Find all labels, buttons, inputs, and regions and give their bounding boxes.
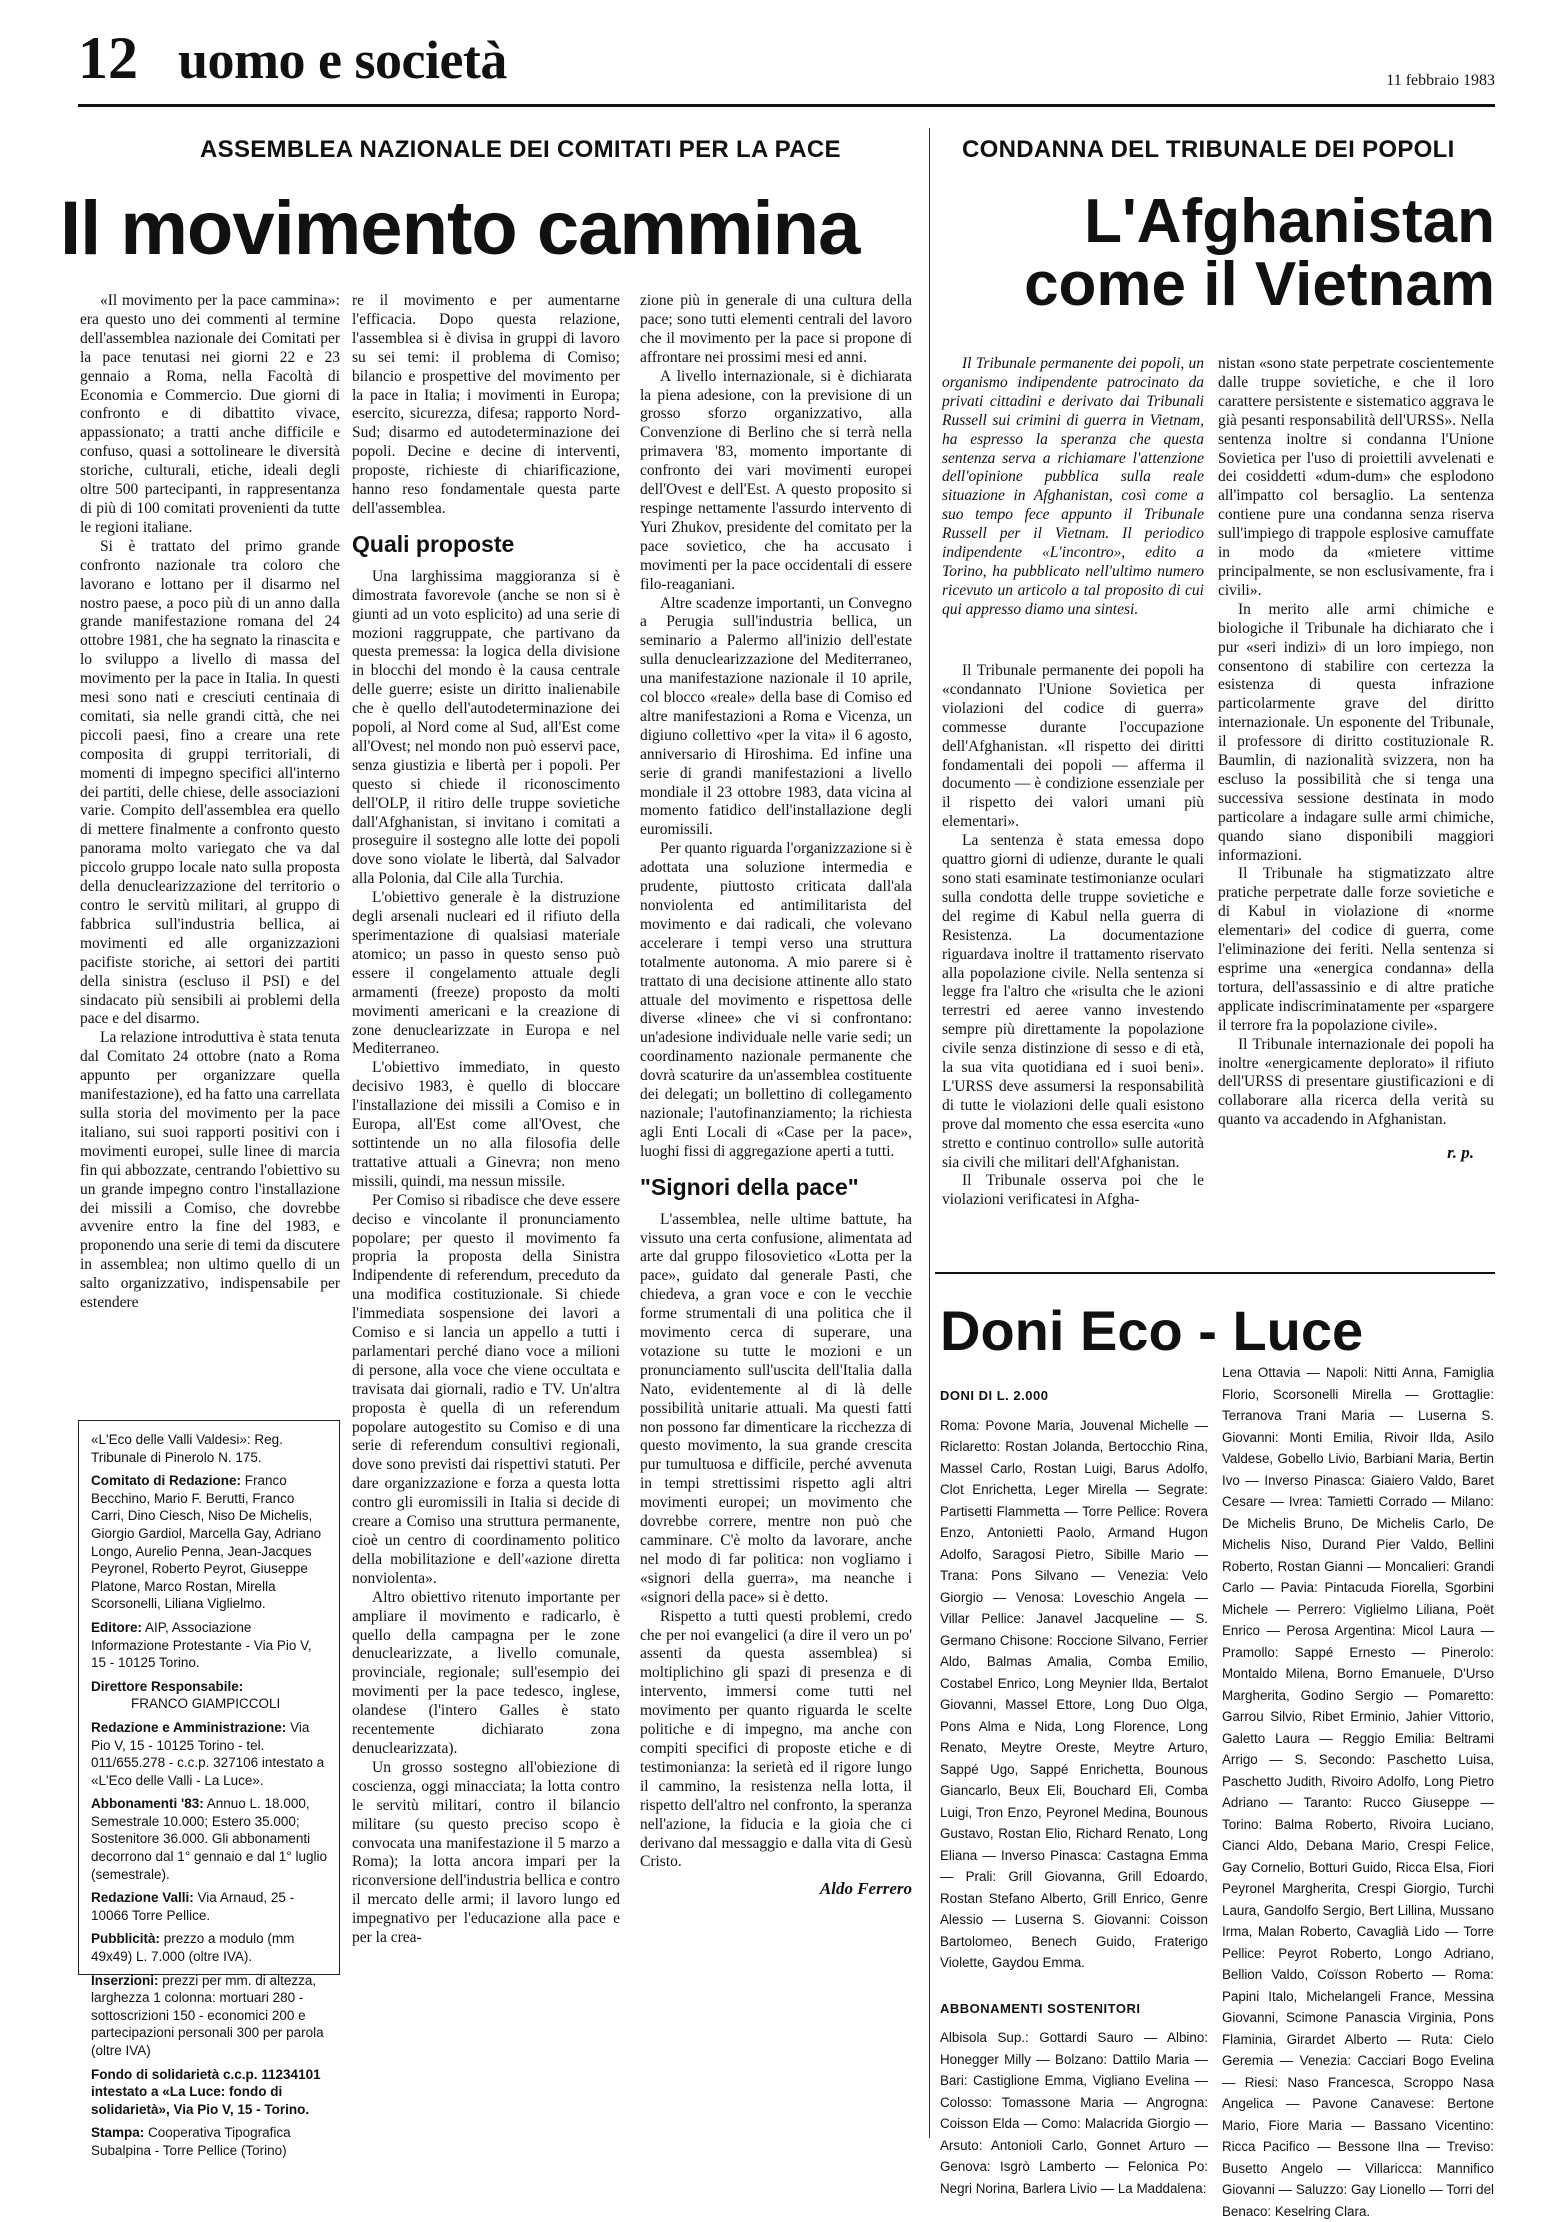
label: Comitato di Redazione: xyxy=(91,1473,242,1489)
doni-col-1 xyxy=(940,1385,1208,2199)
paragraph: re il movimento e per aumentarne l'efficacia. Dopo questa relazione, l'assemblea si è divisa in gruppi di lavoro su sei temi: il problema di Comiso; bilancio e prospettive del movimento per la pace in Italia; i movimenti in Europa; esercito, sicurezza, difesa; rapporto Nord-Sud; disarmo ed autodeterminazione dei popoli. Decine e decine di interventi, proposte, richieste di chiarificazione, hanno reso fondamentale questa parte dell'assemblea. xyxy=(352,292,620,517)
right-intro xyxy=(942,355,1204,620)
right-col-1 xyxy=(942,662,1204,1210)
paragraph: Il Tribunale permanente dei popoli ha «condannato l'Unione Sovietica per violazioni del codice di guerra» commesse durante l'occupazione dell'Afghanistan. «Il rispetto dei diritti fondamentali dei popoli — afferma il documento — è condizione essenziale per il rispetto dei valori umani più elementari». xyxy=(942,662,1204,831)
label: Direttore Responsabile: xyxy=(91,1678,244,1694)
donor-list: Albisola Sup.: Gottardi Sauro — Albino: Honegger Milly — Bolzano: Dattilo Maria — Bari: Castiglione Emma, Vigliano Evelina — Colosso: Tomassone Maria — Angrogna: Coisson Elda — Como: Malacrida Giorgio — Arsuto: Antonioli Carlo, Gonnet Arturo — Genova: Isgrò Lamberto — Felonica Po: Negri Norina, Barlera Livio — La Maddalena: xyxy=(940,2030,1208,2196)
paragraph: Per Comiso si ribadisce che deve essere deciso e vincolante il pronunciamento popolare; per questo il movimento fa propria la proposta della Sinistra Indipendente di referendum, preceduto da una modifica costituzionale. Si chiede l'immediata sospensione dei lavori a Comiso e si lancia un appello a tutti i parlamentari perché diano voce a milioni di persone, alla voce che viene occultata e travisata dai giornali, radio e TV. Un'altra proposta è quella di un referendum popolare autogestito su Comiso e di una serie di referendum consultivi regionali, dove sono previsti dai rispettivi statuti. Per dare organizzazione e forza a questa lotta contro gli euromissili in Italia si decide di creare a Comiso una struttura permanente, cioè un centro di coordinamento politico della mobilitazione e dell'«azione diretta nonviolenta». xyxy=(352,1191,620,1587)
doni-col-2 xyxy=(1222,1362,1494,2222)
headline-line: come il Vietnam xyxy=(1024,250,1495,320)
paragraph: La relazione introduttiva è stata tenuta dal Comitato 24 ottobre (nato a Roma appunto per organizzare quella manifestazione), ed ha fatto una carrellata sulla storia del movimento per la pace italiano, sui suoi rapporti positivi con i movimenti europei, sulle linee di marcia fin qui abbozzate, centrando l'obiettivo su un grande impegno contro l'installazione dei missili a Comiso, che dovrebbe avvenire entro la fine del 1983, e proponendo una serie di temi da discutere in assemblea; non ultimo quello di un salto organizzativo, indispensabile per estendere xyxy=(80,1029,340,1312)
donor-list: Lena Ottavia — Napoli: Nitti Anna, Famiglia Florio, Scorsonelli Mirella — Grottaglie: Terranova Trani Maria — Luserna S. Giovanni: Monti Emilia, Rivoir Ilda, Asilo Valdese, Gobello Livio, Barbiani Maria, Bertin Ivo — Inverso Pinasca: Giaiero Valdo, Baret Cesare — Ivrea: Tamietti Corrado — Milano: De Michelis Bruno, De Michelis Carlo, De Michelis Niso, Durand Pier Valdo, Bellini Roberto, Rostan Gianni — Moncalieri: Grandi Carlo — Pavia: Pintacuda Fiorella, Sgorbini Michele — Perrero: Viglielmo Liliana, Poët Enrico — Perosa Argentina: Micol Laura — Pramollo: Sappé Ernesto — Pinerolo: Montaldo Milena, Borno Emanuele, D'Urso Margherita, Godino Sergio — Pomaretto: Garrou Silvio, Ribet Erminio, Jahier Vittorio, Galetto Laura — Reggio Emilia: Beltrami Arrigo — S. Secondo: Paschetto Luisa, Paschetto Judith, Rivoiro Adolfo, Long Pietro Adriano — Taranto: Rucco Giuseppe — Torino: Balma Roberto, Rivoira Luciano, Cianci Aldo, Debana Mario, Crespi Felice, Gay Cornelio, Botturi Guido, Ricca Elsa, Fiori Peyronel Margherita, Crespi Giorgio, Turchi Laura, Gandolfo Sergio, Bert Lillina, Mussano Irma, Malan Roberto, Cavaglià Lido — Torre Pellice: Peyrot Roberto, Longo Adriano, Bellion Valdo, Coïsson Roberto — Roma: Papini Italo, Michelangeli France, Messina Giovanni, Scimone Panascia Virginia, Pons Flaminia, Girardet Alberto — Ruta: Cielo Geremia — Venezia: Cacciari Bogo Evelina — Riesi: Naso Francesca, Scroppo Nasa Angelica — Pavone Canavese: Bertone Mario, Fiore Maria — Bassano Vicentino: Ricca Pacifico — Bessone Ilna — Treviso: Busetto Angelo — Villaricca: Mannifico Giovanni — Saluzzo: Gay Lionello — Torri del Benaco: Keselring Clara. xyxy=(1222,1365,1494,2219)
subheading: "Signori della pace" xyxy=(640,1173,859,1200)
direttore-text: FRANCO GIAMPICCOLI xyxy=(131,1696,281,1712)
signature: Aldo Ferrero xyxy=(819,1879,912,1899)
section-title: uomo e società xyxy=(178,30,507,90)
label: Inserzioni: xyxy=(91,1972,159,1988)
left-headline: Il movimento cammina xyxy=(60,186,860,271)
pubblicita-text: prezzo a modulo (mm 49x49) L. 7.000 (oltre IVA). xyxy=(91,1931,295,1965)
stampa-text: Cooperativa Tipografica Subalpina - Torre Pellice (Torino) xyxy=(91,2125,291,2158)
label: Editore: xyxy=(91,1619,143,1635)
label: Pubblicità: xyxy=(91,1931,161,1947)
paragraph: Per quanto riguarda l'organizzazione si è adottata una soluzione intermedia e prudente, piuttosto criticata dall'ala nonviolenta ed antimilitarista del movimento e dai radicali, che volevano accelerare i tempi verso una struttura totalmente autonoma. A mio parere si è trattato di una decisione attinente allo stato attuale del movimento e rispettosa delle diverse «linee» che vi si confrontano: un'adesione individuale nelle varie sedi; un coordinamento nazionale permanente che dovrà scaturire da un'assemblea costituente dei delegati; un bollettino di collegamento nazionale; l'autofinanziamento; la richiesta agli Enti Locali di «Case per la pace», luoghi fissi di aggregazione aperti a tutti. xyxy=(640,840,912,1160)
abbonamenti-text: Annuo L. 18.000, Semestrale 10.000; Estero 35.000; Sostenitore 36.000. Gli abbonamenti decorrono dal 1° gennaio e dal 1° luglio (semestrale). xyxy=(91,1796,327,1882)
subheading: Quali proposte xyxy=(352,530,515,557)
inserzioni-text: prezzi per mm. di altezza, larghezza 1 colonna: mortuari 280 - sottoscrizioni 150 - economici 200 e partecipazioni personali 300 per parola (oltre IVA) xyxy=(91,1972,324,2058)
paragraph: Il Tribunale permanente dei popoli, un organismo indipendente patrocinato da privati cittadini e derivato dai Tribunali Russell sui crimini di guerra in Vietnam, ha espresso la speranza che questa sentenza serva a richiamare l'attenzione dell'opinione pubblica sulla reale situazione in Afghanistan, così come a suo tempo fece appunto il Tribunale Russell per il Vietnam. Il periodico indipendente «L'incontro», edito a Torino, ha pubblicato nell'ultimo numero ricevuto un articolo a tal proposito di cui qui appresso diamo una sintesi. xyxy=(942,355,1204,618)
label: Redazione e Amministrazione: xyxy=(91,1719,287,1735)
label: Abbonamenti '83: xyxy=(91,1796,204,1812)
paragraph: Altro obiettivo ritenuto importante per ampliare il movimento e radicarlo, è quello della campagna per le zone denuclearizzate, a livello comunale, provinciale, regionale; sull'esempio dei movimenti per la pace tedesco, inglese, olandese (l'intero Galles è stato recentemente dichiarato zona denuclearizzata). xyxy=(352,1588,620,1757)
page-number: 12 xyxy=(78,25,138,91)
paragraph: Il Tribunale osserva poi che le violazioni verificatesi in Afgha- xyxy=(942,1172,1204,1209)
right-col-2 xyxy=(1218,355,1494,1163)
paragraph: Altre scadenze importanti, un Convegno a Perugia sull'industria bellica, un seminario a Palermo all'inizio dell'estate sulla denuclearizzazione del Mediterraneo, una manifestazione nazionale il 10 aprile, col blocco «reale» della base di Comiso ed altre manifestazioni a Roma e Vicenza, un digiuno collettivo «per la vita» il 6 agosto, anniversario di Hiroshima. Ed infine una serie di grandi manifestazioni a livello mondiale il 23 ottobre 1983, data vicina al momento fatidico dell'installazione degli euromissili. xyxy=(640,594,912,839)
editore-text: AIP, Associazione Informazione Protestante - Via Pio V, 15 - 10125 Torino. xyxy=(91,1619,312,1671)
paragraph: L'obiettivo immediato, in questo decisivo 1983, è quello di bloccare l'installazione dei missili a Comiso e in Europa, all'Est come all'Ovest, che sottintende un no alla filosofia delle trattative attuali a Ginevra; non meno missili, quindi, ma nessun missile. xyxy=(352,1059,620,1190)
solidarieta-text: Fondo di solidarietà c.c.p. 11234101 intestato a «La Luce: fondo di solidarietà», Via Pio V, 15 - Torino. xyxy=(91,2066,321,2117)
registration: «L'Eco delle Valli Valdesi»: Reg. Tribunale di Pinerolo N. 175. xyxy=(91,1432,283,1465)
article-divider xyxy=(929,128,930,2138)
paragraph: nistan «sono state perpetrate coscientemente dalle truppe sovietiche, e che il loro carattere persistente e sistematico aggrava le già pesanti responsabilità dell'URSS». Nella sentenza inoltre si condanna l'Unione Sovietica per l'uso di proiettili avvelenati e dei cosiddetti «dum-dum» che esplodono all'impatto col bersaglio. La sentenza contiene pure una condanna senza riserva sull'impiego di trappole esplosive camuffate in modo da «mietere vittime principalmente, se non esclusivamente, fra i civili». xyxy=(1218,355,1494,599)
paragraph: In merito alle armi chimiche e biologiche il Tribunale ha dichiarato che i pur «seri indizi» di un loro impiego, non consentono di stabilire con certezza la esistenza di questa infrazione particolarmente grave del diritto internazionale. Un esponente del Tribunale, il professore di diritto costituzionale R. Baumlin, di nazionalità svizzera, non ha escluso la possibilità che si tenga una successiva sessione destinata in modo particolare a indagare sulle armi chimiche, quando siano disponibili maggiori informazioni. xyxy=(1218,600,1494,864)
label: Redazione Valli: xyxy=(91,1890,194,1906)
issue-date: 11 febbraio 1983 xyxy=(1386,72,1495,89)
right-kicker: CONDANNA DEL TRIBUNALE DEI POPOLI xyxy=(962,136,1455,163)
paragraph: Il Tribunale internazionale dei popoli ha inoltre «energicamente deplorato» il rifiuto dell'URSS di presentare giustificazioni e di collaborare alla ricerca della verità su quanto va accadendo in Afghanistan. xyxy=(1218,1035,1494,1129)
right-headline xyxy=(1024,187,1495,320)
headline-line: L'Afghanistan xyxy=(1084,187,1495,256)
doni-headline: Doni Eco - Luce xyxy=(940,1299,1364,1362)
signature: r. p. xyxy=(1447,1143,1474,1163)
left-col-1 xyxy=(80,292,340,1313)
paragraph: L'obiettivo generale è la distruzione degli arsenali nucleari ed il rifiuto della sperimentazione di qualsiasi materiale atomico; un passo in questo senso può essere il congelamento attuale degli armamenti (freeze) proposto da molti movimenti americani e la creazione di zone denuclearizzate in Europa e nel Mediterraneo. xyxy=(352,889,620,1058)
paragraph: Il Tribunale ha stigmatizzato altre pratiche perpetrate dalle forze sovietiche e di Kabul in violazione di «norme elementari» del codice di guerra, come l'eliminazione dei feriti. Nella sentenza si esprime una «energica condanna» della tortura, dell'assassinio e di altre pratiche applicate indiscriminatamente per «spargere il terrore fra la popolazione civile». xyxy=(1218,865,1494,1034)
redazione-text: Via Pio V, 15 - 10125 Torino - tel. 011/655.278 - c.c.p. 327106 intestato a «L'Eco delle Valli - La Luce». xyxy=(91,1719,325,1788)
paragraph: L'assemblea, nelle ultime battute, ha vissuto una certa confusione, alimentata ad arte dal gruppo filosovietico «Lotta per la pace», guidato dal generale Pasti, che chiedeva, a gran voce e con le vecchie forme strumentali di una politica che il movimento cerca di superare, una votazione su tutte le mozioni e un pronunciamento sull'uscita dell'Italia dalla Nato, evidentemente al di là delle possibilità unitarie attuali. Ma questi fatti non possono far dimenticare la ricchezza di questo movimento, la sua grande crescita pur tumultuosa e difficile, perché avvenuta in tempi strettissimi rispetto agli altri movimenti europei; un movimento che dovrebbe correre, mentre non può che camminare. C'è molto da lavorare, anche nel modo di far politica: non vogliamo i «signori della guerra», ma neanche i «signori della pace» si è detto. xyxy=(640,1210,912,1606)
valli-text: Via Arnaud, 25 - 10066 Torre Pellice. xyxy=(91,1890,295,1923)
masthead-box xyxy=(78,1420,340,2158)
paragraph: Rispetto a tutti questi problemi, credo che per noi evangelici (a dire il vero un po' assenti da questa assemblea) si moltiplichino gli spazi di presenza e di intervento, immersi come tutti nel movimento per quanto riguarda le scelte politiche e di impegno, ma anche con compiti specifici di proposte etiche e di testimonianza: la serietà ed il rigore lungo il cammino, la resistenza nella lotta, il rispetto dell'altro nel confronto, la speranza nell'azione, la fiducia e la gioia che ci derivano dal messaggio e dalla vita di Gesù Cristo. xyxy=(640,1607,912,1871)
doni-label: DONI DI L. 2.000 xyxy=(940,1388,1049,1403)
sostenitori-label: ABBONAMENTI SOSTENITORI xyxy=(940,2000,1141,2016)
paragraph: Un grosso sostegno all'obiezione di coscienza, oggi minacciata; la lotta contro le servitù militari, contro il bilancio militare (su questo preciso scopo è convocata una manifestazione il 5 marzo a Roma); la lotta ancora impari per la riconversione dell'industria bellica e contro il mercato delle armi; il lavoro lungo ed impegnativo per l'educazione alla pace e per la crea- xyxy=(352,1758,620,1947)
left-col-3 xyxy=(640,292,912,1899)
section-divider xyxy=(935,1272,1495,1274)
paragraph: A livello internazionale, si è dichiarata la piena adesione, con la previsione di un grosso sforzo organizzativo, alla Convenzione di Berlino che si terrà nella primavera '83, momento importante di confronto dei vari movimenti europei dell'Ovest e dell'Est. A questo proposito si respinge nettamente l'assurdo intervento di Yuri Zhukov, presidente del comitato per la pace sovietico, che ha accusato i movimenti per la pace occidentali di essere filo-reaganiani. xyxy=(640,367,912,593)
paragraph: «Il movimento per la pace cammina»: era questo uno dei commenti al termine dell'assemblea nazionale dei Comitati per la pace tenutasi nei giorni 22 e 23 gennaio a Roma, nella Facoltà di Economia e Commercio. Due giorni di confronto e di dibattito vivace, appassionato; a tratti anche difficile e confuso, quasi a sottolineare le diversità storiche, culturali, etiche, ideali degli oltre 500 partecipanti, in rappresentanza di più di 100 comitati provenienti da tutte le regioni italiane. xyxy=(80,292,340,536)
donor-list: Roma: Povone Maria, Jouvenal Michelle — Riclaretto: Rostan Jolanda, Bertocchio Rina, Massel Carlo, Rostan Luigi, Barus Adolfo, Clot Enrichetta, Leger Mirella — Segrate: Partisetti Flammetta — Torre Pellice: Rovera Enzo, Antonietti Paolo, Armand Hugon Adolfo, Saragosi Pietro, Sibille Mario — Trana: Pons Silvano — Venezia: Velo Giorgio — Venosa: Loveschio Angela — Villar Pellice: Janavel Jacqueline — S. Germano Chisone: Roccione Silvano, Ferrier Aldo, Balmas Amalia, Comba Emilio, Costabel Enrico, Long Meynier Ilda, Bertalot Giovanni, Massel Ettore, Long Duo Olga, Pons Alma e Nida, Long Florence, Long Renato, Meytre Oreste, Meytre Arturo, Sappé Ugo, Sappé Enrichetta, Bounous Giancarlo, Beux Eli, Bouchard Eli, Comba Luigi, Tron Enzo, Peyronel Medina, Bounous Gustavo, Rostan Elio, Richard Renato, Long Eliana — Inverso Pinasca: Castagna Emma — Prali: Grill Giovanna, Grill Edoardo, Rostan Stefano Alberto, Grill Enrico, Genre Alessio — Luserna S. Giovanni: Coisson Bartolomeo, Benech Guido, Fraterigo Violette, Gaydou Emma. xyxy=(940,1417,1208,1970)
paragraph: Si è trattato del primo grande confronto nazionale tra coloro che lavorano e lottano per il disarmo nel nostro paese, a poco più di un anno dalla grande manifestazione romana del 24 ottobre 1981, che ha segnato la rinascita e lo sviluppo a livello di massa del movimento per la pace in Italia. In questi mesi sono nati e cresciuti centinaia di comitati, sia nelle grandi città, che nei piccoli paesi, fino a creare una rete composita di gruppi territoriali, di momenti di impegno specifici all'interno dei partiti, delle chiese, delle associazioni varie. Compito dell'assemblea era quello di mettere finalmente a confronto questo panorama molto variegato che va dal piccolo gruppo locale nato sulla proposta della denuclearizzazione del territorio o contro le servitù militari, al gruppo di fabbrica sull'industria bellica, ai movimenti ed alle organizzazioni pacifiste storiche, ai settori dei partiti della sinistra (escluso il PSI) e del sindacato più sensibili ai problemi della pace e del disarmo. xyxy=(80,537,340,1028)
masthead-rule xyxy=(78,104,1495,107)
left-kicker: ASSEMBLEA NAZIONALE DEI COMITATI PER LA PACE xyxy=(200,136,841,163)
paragraph: Una larghissima maggioranza si è dimostrata favorevole (anche se non si è giunti ad un voto esplicito) ad una serie di mozioni raggruppate, che partivano da questa premessa: la logica della divisione in blocchi del mondo è la causa centrale delle guerre; esiste un diritto inalienabile che è quello dell'autodeterminazione dei popoli, al Nord come al Sud, all'Est come all'Ovest; nel mondo non può esservi pace, senza giustizia e libertà per i popoli. Per questo si chiede il riconoscimento dell'OLP, il ritiro delle truppe sovietiche dall'Afghanistan, si invitano i comitati a proseguire il sostegno alle lotte dei popoli dove sono violate le libertà, dal Salvador alla Polonia, dal Cile alla Turchia. xyxy=(352,567,620,888)
comitato-text: Franco Becchino, Mario F. Berutti, Franco Carri, Dino Ciesch, Niso De Michelis, Giorgio Gardiol, Marcella Gay, Adriano Longo, Aurelio Penna, Jean-Jacques Peyronel, Roberto Peyrot, Giuseppe Platone, Marco Rostan, Mirella Scorsonelli, Liliana Viglielmo. xyxy=(91,1473,322,1612)
left-col-2 xyxy=(352,292,620,1948)
paragraph: zione più in generale di una cultura della pace; sono tutti elementi centrali del lavoro che il movimento per la pace si propone di affrontare nei prossimi mesi ed anni. xyxy=(640,292,912,366)
label: Stampa: xyxy=(91,2125,145,2141)
paragraph: La sentenza è stata emessa dopo quattro giorni di udienze, durante le quali sono stati esaminate testimonianze oculari sulla condotta delle truppe sovietiche e del regime di Kabul nella guerra di Resistenza. La documentazione riguardava inoltre il trattamento riservato alla popolazione civile. Nella sentenza si legge fra l'altro che «risulta che le azioni terrestri ed aeree vanno investendo sempre più direttamente la popolazione civile senza distinzione di sesso e di età, la sua vita quotidiana ed i suoi beni». L'URSS deve assumersi la responsabilità di tutte le violazioni delle quali esistono prove dal momento che essa esercita «uno stretto e continuo controllo» sulle autorità sia civili che militari dell'Afghanistan. xyxy=(942,832,1204,1171)
